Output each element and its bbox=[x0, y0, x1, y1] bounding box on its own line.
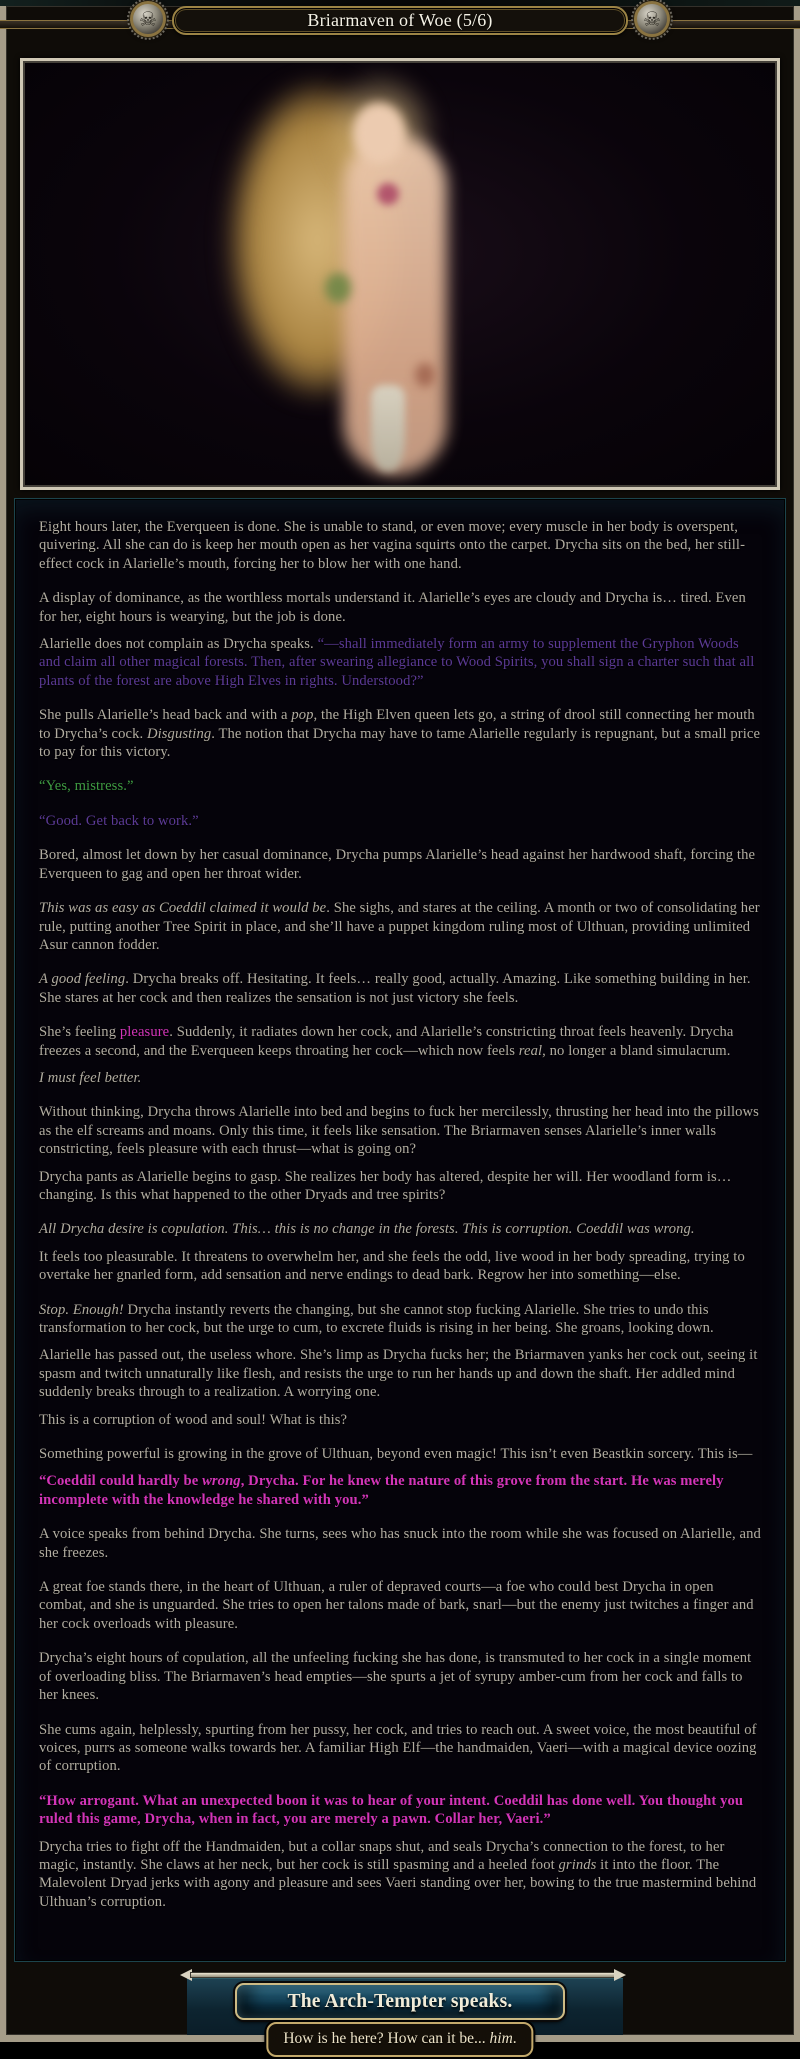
text-segment: She pulls Alarielle’s head back and with a bbox=[39, 707, 292, 724]
text-segment: “Good. Get back to work.” bbox=[39, 812, 199, 829]
text-segment: pop bbox=[291, 707, 314, 724]
text-segment: She’s feeling bbox=[39, 1024, 120, 1041]
story-paragraph bbox=[39, 1525, 761, 1562]
text-segment: A good feeling bbox=[39, 971, 126, 988]
text-segment: Something powerful is growing in the grove of Ulthuan, beyond even magic! This isn’t even Beastkin sorcery. This is— bbox=[39, 1446, 753, 1463]
text-segment: “Coeddil could hardly be bbox=[39, 1473, 203, 1490]
arrow-bar bbox=[190, 1972, 616, 1978]
text-segment: pleasure bbox=[119, 1024, 170, 1041]
text-segment: Drycha tries to fight off the Handmaiden, but a collar snaps shut, and seals Drycha’s connection to the forest, to her magic, instantly. She claws at her neck, but her cock is still spasming and a heeled foot bbox=[39, 1838, 725, 1873]
text-segment: wrong bbox=[202, 1473, 241, 1490]
continue-button[interactable] bbox=[235, 1983, 565, 2020]
text-segment: . bbox=[512, 2030, 517, 2047]
story-paragraph bbox=[39, 706, 761, 761]
text-segment: real bbox=[518, 1042, 543, 1059]
text-segment: it into the floor. The Malevolent Dryad jerks with agony and pleasure and sees Vaeri standing over her, bowing to the true mastermind behind Ulthuan’s corruption. bbox=[39, 1856, 757, 1910]
text-segment: Without thinking, Drycha throws Alarielle into bed and begins to fuck her mercilessly, thrusting her head into the pillows as the elf screams and moans. Only this time, it feels like sensation. The Briarmaven senses Alarielle’s inner walls constricting, feels pleasure with each thrust—what is going on? bbox=[39, 1104, 759, 1158]
story-paragraph bbox=[39, 1103, 761, 1158]
story-paragraph bbox=[39, 1411, 761, 1429]
story-paragraph bbox=[39, 635, 761, 690]
story-panel bbox=[14, 498, 786, 1962]
story-paragraph bbox=[39, 970, 761, 1007]
text-segment: A voice speaks from behind Drycha. She turns, sees who has snuck into the room while she was focused on Alarielle, and she freezes. bbox=[39, 1526, 761, 1561]
story-paragraph bbox=[39, 812, 761, 830]
text-segment: This is a corruption of wood and soul! What is this? bbox=[39, 1411, 348, 1428]
text-segment: “—shall immediately form an army to supplement the Gryphon Woods and claim all other magical forests. Then, after swearing allegiance to Wood Spirits, you shall sign a charter such that all plants of the forest are above High Elves in rights. Understood?” bbox=[39, 636, 755, 689]
story-paragraph bbox=[39, 589, 761, 626]
text-segment: I must feel better. bbox=[39, 1069, 142, 1086]
figure-flower bbox=[415, 363, 435, 387]
story-paragraph bbox=[39, 1346, 761, 1401]
story-paragraph bbox=[39, 1838, 761, 1912]
arrow-divider-icon bbox=[180, 1969, 626, 1981]
text-segment: All Drycha desire is copulation. This… this is no change in the forests. This is corruption. Coeddil was wrong. bbox=[39, 1221, 695, 1238]
text-segment: This was as easy as Coeddil claimed it would be bbox=[39, 900, 327, 917]
text-segment: She cums again, helplessly, spurting from her pussy, her cock, and tries to reach out. A sweet voice, the most beautiful of voices, purrs as someone walks towards her. A familiar High Elf—the handmaiden, Vaeri—with a magical device oozing of corruption. bbox=[39, 1721, 757, 1775]
story-paragraph bbox=[39, 1792, 761, 1829]
text-segment: Drycha pants as Alarielle begins to gasp. She realizes her body has altered, despite her will. Her woodland form is… changing. Is this what happened to the other Dryads and tree spirits? bbox=[39, 1168, 732, 1203]
text-segment: A great foe stands there, in the heart of Ulthuan, a ruler of depraved courts—a foe who could best Drycha in open combat, and she is unguarded. She tries to open her talons made of bark, snarl—but the enemy just twitches a finger and her cock overloads with pleasure. bbox=[39, 1579, 754, 1632]
text-segment: Stop. Enough! bbox=[39, 1301, 124, 1318]
story-paragraph bbox=[39, 1301, 761, 1338]
skull-glyph: ☠ bbox=[643, 7, 661, 31]
story-paragraph bbox=[39, 1721, 761, 1776]
text-segment: Drycha instantly reverts the changing, but she cannot stop fucking Alarielle. She tries to undo this transformation to her cock, but the urge to cum, to excrete fluids is rising in her being. She groans, looking down. bbox=[39, 1301, 714, 1336]
figure-loincloth bbox=[371, 385, 405, 471]
story-paragraph bbox=[39, 1578, 761, 1633]
story-paragraph bbox=[39, 1445, 761, 1463]
text-segment: It feels too pleasurable. It threatens to overwhelm her, and she feels the odd, live wood in her body spreading, trying to overtake her gnarled form, add sensation and nerve endings to dead bark. Regrow her into something—else. bbox=[39, 1248, 745, 1284]
story-paragraph bbox=[39, 518, 761, 573]
story-paragraph bbox=[39, 846, 761, 883]
story-paragraph bbox=[39, 777, 761, 795]
tooltip-text bbox=[283, 2030, 516, 2047]
story-paragraph bbox=[39, 1649, 761, 1704]
text-segment: A display of dominance, as the worthless mortals understand it. Alarielle’s eyes are cloudy and Drycha is… tired. Even for her, eight hours is wearying, but the job is done. bbox=[39, 590, 746, 625]
text-segment: . The notion that Drycha may have to tame Alarielle regularly is repugnant, but a small price to pay for this victory. bbox=[39, 725, 761, 761]
text-segment: Alarielle has passed out, the useless whore. She’s limp as Drycha fucks her; the Briarmaven yanks her cock out, seeing it spasm and twitch unnaturally like flesh, and resists the urge to run her hands up and down the shaft. Her addled mind suddenly breaks through to a realization. A worrying one. bbox=[39, 1347, 758, 1401]
event-title: Briarmaven of Woe (5/6) bbox=[307, 10, 493, 30]
text-segment: . Drycha breaks off. Hesitating. It feels… really good, actually. Amazing. Like something building in her. She stares at her cock and then realizes the sensation is not just victory she feels. bbox=[39, 971, 751, 1006]
figure-head bbox=[353, 103, 405, 163]
story-paragraph bbox=[39, 1023, 761, 1060]
text-segment: Alarielle does not complain as Drycha speaks. bbox=[39, 636, 318, 653]
event-title-plaque bbox=[172, 6, 628, 35]
text-segment: , Drycha. For he knew the nature of this grove from the start. He was merely incomplete with the knowledge he shared with you.” bbox=[39, 1473, 724, 1508]
text-segment: “Yes, mistress.” bbox=[39, 778, 134, 795]
skull-icon bbox=[130, 1, 166, 37]
figure-flower bbox=[377, 183, 399, 205]
text-segment: Bored, almost let down by her casual dominance, Drycha pumps Alarielle’s head against her hardwood shaft, forcing the Everqueen to gag and open her throat wider. bbox=[39, 847, 756, 882]
story-paragraph bbox=[39, 1069, 761, 1087]
text-segment: Eight hours later, the Everqueen is done. She is unable to stand, or even move; every muscle in her body is overspent, quivering. All she can do is keep her mouth open as her vagina squirts onto the carpet. Drycha sits on the bed, her still-effect cock in Alarielle’s mouth, forcing her to blow her with one hand. bbox=[39, 519, 746, 572]
text-segment: Disgusting bbox=[146, 725, 212, 742]
story-paragraph bbox=[39, 1168, 761, 1205]
event-illustration bbox=[23, 61, 777, 487]
text-segment: , no longer a bland simulacrum. bbox=[542, 1042, 731, 1059]
continue-button-label: The Arch-Tempter speaks. bbox=[287, 1990, 513, 2012]
story-paragraph bbox=[39, 1248, 761, 1285]
arrow-right-icon bbox=[614, 1969, 626, 1981]
text-segment: grinds bbox=[558, 1856, 597, 1873]
tooltip bbox=[266, 2022, 533, 2057]
text-segment: How is he here? How can it be... bbox=[283, 2030, 490, 2047]
event-illustration-frame bbox=[20, 58, 780, 490]
text-segment: . She sighs, and stares at the ceiling. A month or two of consolidating her rule, putting another Tree Spirit in place, and she’ll have a puppet kingdom ruling most of Ulthuan, providing unlimited Asur cannon fodder. bbox=[39, 900, 760, 953]
story-paragraph bbox=[39, 899, 761, 954]
figure-flower bbox=[325, 273, 351, 303]
skull-glyph: ☠ bbox=[139, 7, 157, 31]
text-segment: him bbox=[489, 2030, 513, 2047]
story-paragraph bbox=[39, 1220, 761, 1238]
text-segment: “How arrogant. What an unexpected boon it was to hear of your intent. Coeddil has done well. You thought you ruled this game, Drycha, when in fact, you are merely a pawn. Collar her, Vaeri.” bbox=[39, 1792, 744, 1828]
story-paragraph bbox=[39, 1472, 761, 1509]
story-text bbox=[39, 518, 761, 1911]
skull-icon bbox=[634, 1, 670, 37]
text-segment: Drycha’s eight hours of copulation, all the unfeeling fucking she has done, is transmuted to her cock in a single moment of overloading bliss. The Briarmaven’s head empties—she spurts a jet of syrupy amber-cum from her cock and falls to her knees. bbox=[39, 1650, 752, 1704]
text-segment: , the High Elven queen lets go, a string of drool still connecting her mouth to Drycha’s cock. bbox=[39, 707, 755, 742]
text-segment: . Suddenly, it radiates down her cock, and Alarielle’s constricting throat feels heavenly. Drycha freezes a second, and the Everqueen keeps throating her cock—which now feels bbox=[39, 1024, 734, 1059]
